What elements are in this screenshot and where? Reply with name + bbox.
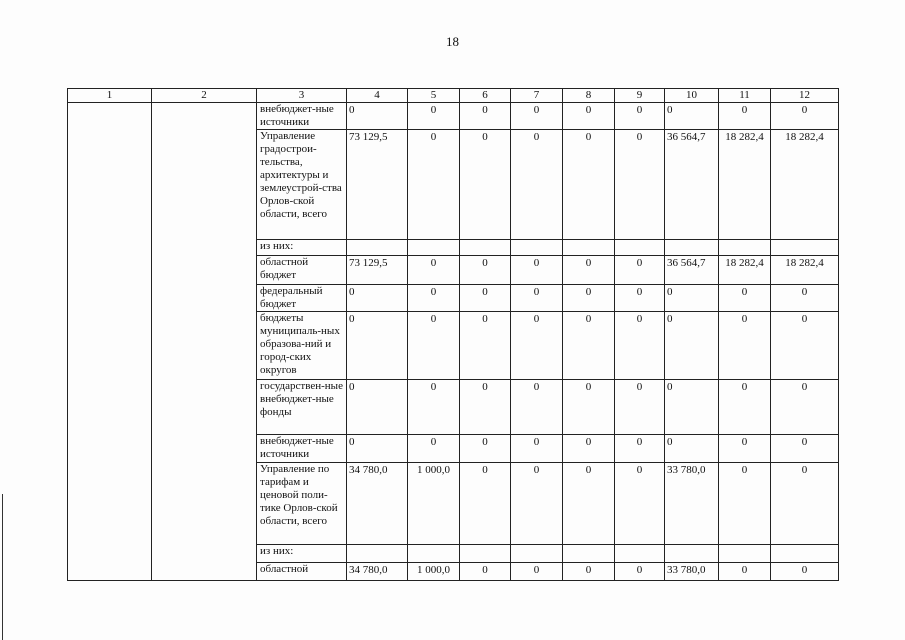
value-cell: 0: [615, 285, 665, 312]
value-cell: [511, 240, 563, 256]
header-row: [68, 89, 839, 103]
value-cell: 0: [665, 312, 719, 380]
value-cell: 0: [615, 312, 665, 380]
value-cell: 18 282,4: [719, 130, 771, 240]
value-cell: 18 282,4: [771, 256, 839, 285]
page-number: 18: [446, 34, 459, 49]
value-cell: 0: [460, 380, 511, 435]
value-cell: 34 780,0: [347, 563, 408, 581]
value-cell: [615, 545, 665, 563]
value-cell: [460, 545, 511, 563]
value-cell: [347, 545, 408, 563]
source-name-cell: внебюджет-ные источники: [257, 103, 347, 130]
value-cell: 0: [771, 312, 839, 380]
value-cell: 0: [460, 285, 511, 312]
value-cell: 0: [615, 256, 665, 285]
value-cell: 0: [347, 103, 408, 130]
value-cell: 0: [719, 103, 771, 130]
source-name-cell: Управление по тарифам и ценовой поли-тике Орлов-ской области, всего: [257, 463, 347, 545]
value-cell: 0: [460, 563, 511, 581]
value-cell: 0: [563, 312, 615, 380]
value-cell: [615, 240, 665, 256]
column-header: 12: [771, 89, 839, 103]
source-name-cell: из них:: [257, 240, 347, 256]
column-header: 9: [615, 89, 665, 103]
value-cell: 0: [615, 380, 665, 435]
column-header: 1: [68, 89, 152, 103]
value-cell: [771, 545, 839, 563]
value-cell: 0: [771, 463, 839, 545]
column-header: 11: [719, 89, 771, 103]
value-cell: 0: [719, 563, 771, 581]
source-name-cell: областной: [257, 563, 347, 581]
value-cell: 73 129,5: [347, 256, 408, 285]
value-cell: 0: [408, 256, 460, 285]
value-cell: 0: [719, 312, 771, 380]
value-cell: 0: [719, 285, 771, 312]
value-cell: 0: [719, 463, 771, 545]
column-header: 8: [563, 89, 615, 103]
value-cell: 0: [771, 103, 839, 130]
source-name-cell: областной бюджет: [257, 256, 347, 285]
value-cell: [719, 545, 771, 563]
value-cell: 0: [665, 380, 719, 435]
value-cell: [347, 240, 408, 256]
source-name-cell: из них:: [257, 545, 347, 563]
value-cell: 0: [615, 130, 665, 240]
value-cell: 0: [771, 285, 839, 312]
value-cell: 0: [511, 463, 563, 545]
value-cell: 0: [408, 312, 460, 380]
value-cell: 0: [511, 285, 563, 312]
value-cell: 0: [511, 312, 563, 380]
source-name-cell: государствен-ные внебюджет-ные фонды: [257, 380, 347, 435]
value-cell: 0: [511, 563, 563, 581]
value-cell: 0: [563, 103, 615, 130]
value-cell: 0: [460, 130, 511, 240]
value-cell: 0: [771, 380, 839, 435]
column-header: 2: [152, 89, 257, 103]
value-cell: 0: [347, 435, 408, 463]
value-cell: 36 564,7: [665, 130, 719, 240]
column-header: 7: [511, 89, 563, 103]
value-cell: 34 780,0: [347, 463, 408, 545]
empty-merged-cell: [68, 103, 152, 581]
value-cell: 0: [771, 563, 839, 581]
value-cell: 0: [771, 435, 839, 463]
value-cell: 0: [408, 103, 460, 130]
value-cell: 0: [615, 563, 665, 581]
value-cell: 0: [460, 103, 511, 130]
value-cell: 1 000,0: [408, 463, 460, 545]
value-cell: 0: [615, 103, 665, 130]
value-cell: 36 564,7: [665, 256, 719, 285]
value-cell: 0: [563, 380, 615, 435]
column-header: 5: [408, 89, 460, 103]
value-cell: [460, 240, 511, 256]
value-cell: 1 000,0: [408, 563, 460, 581]
value-cell: 0: [665, 435, 719, 463]
value-cell: 0: [347, 380, 408, 435]
value-cell: 0: [460, 312, 511, 380]
budget-table: [67, 88, 839, 581]
value-cell: 0: [615, 435, 665, 463]
value-cell: 0: [563, 463, 615, 545]
value-cell: [511, 545, 563, 563]
value-cell: 0: [511, 256, 563, 285]
source-name-cell: федеральный бюджет: [257, 285, 347, 312]
source-name-cell: Управление градострои-тельства, архитектуры и землеустрой-ства Орлов-ской области, всего: [257, 130, 347, 240]
value-cell: 0: [408, 285, 460, 312]
value-cell: [408, 545, 460, 563]
value-cell: 0: [408, 130, 460, 240]
empty-merged-cell: [152, 103, 257, 581]
value-cell: 0: [563, 563, 615, 581]
column-header: 3: [257, 89, 347, 103]
value-cell: 18 282,4: [771, 130, 839, 240]
value-cell: [665, 240, 719, 256]
column-header: 4: [347, 89, 408, 103]
value-cell: 18 282,4: [719, 256, 771, 285]
value-cell: 0: [615, 463, 665, 545]
value-cell: 0: [563, 285, 615, 312]
value-cell: [665, 545, 719, 563]
value-cell: 0: [347, 312, 408, 380]
source-name-cell: бюджеты муниципаль-ных образова-ний и город-ских округов: [257, 312, 347, 380]
value-cell: [563, 545, 615, 563]
value-cell: 0: [460, 435, 511, 463]
value-cell: 0: [511, 130, 563, 240]
value-cell: 0: [408, 380, 460, 435]
value-cell: 0: [665, 103, 719, 130]
value-cell: 0: [460, 463, 511, 545]
table-row: [68, 103, 839, 130]
column-header: 10: [665, 89, 719, 103]
scan-edge-mark: [2, 494, 3, 640]
value-cell: 0: [719, 380, 771, 435]
value-cell: [408, 240, 460, 256]
value-cell: 0: [511, 435, 563, 463]
value-cell: 33 780,0: [665, 563, 719, 581]
value-cell: 0: [347, 285, 408, 312]
value-cell: 0: [408, 435, 460, 463]
value-cell: 0: [719, 435, 771, 463]
value-cell: 0: [563, 435, 615, 463]
value-cell: 73 129,5: [347, 130, 408, 240]
value-cell: [563, 240, 615, 256]
source-name-cell: внебюджет-ные источники: [257, 435, 347, 463]
table-body: [68, 89, 839, 581]
value-cell: 33 780,0: [665, 463, 719, 545]
value-cell: 0: [665, 285, 719, 312]
value-cell: [771, 240, 839, 256]
value-cell: 0: [563, 130, 615, 240]
value-cell: [719, 240, 771, 256]
value-cell: 0: [511, 103, 563, 130]
value-cell: 0: [563, 256, 615, 285]
value-cell: 0: [511, 380, 563, 435]
value-cell: 0: [460, 256, 511, 285]
column-header: 6: [460, 89, 511, 103]
